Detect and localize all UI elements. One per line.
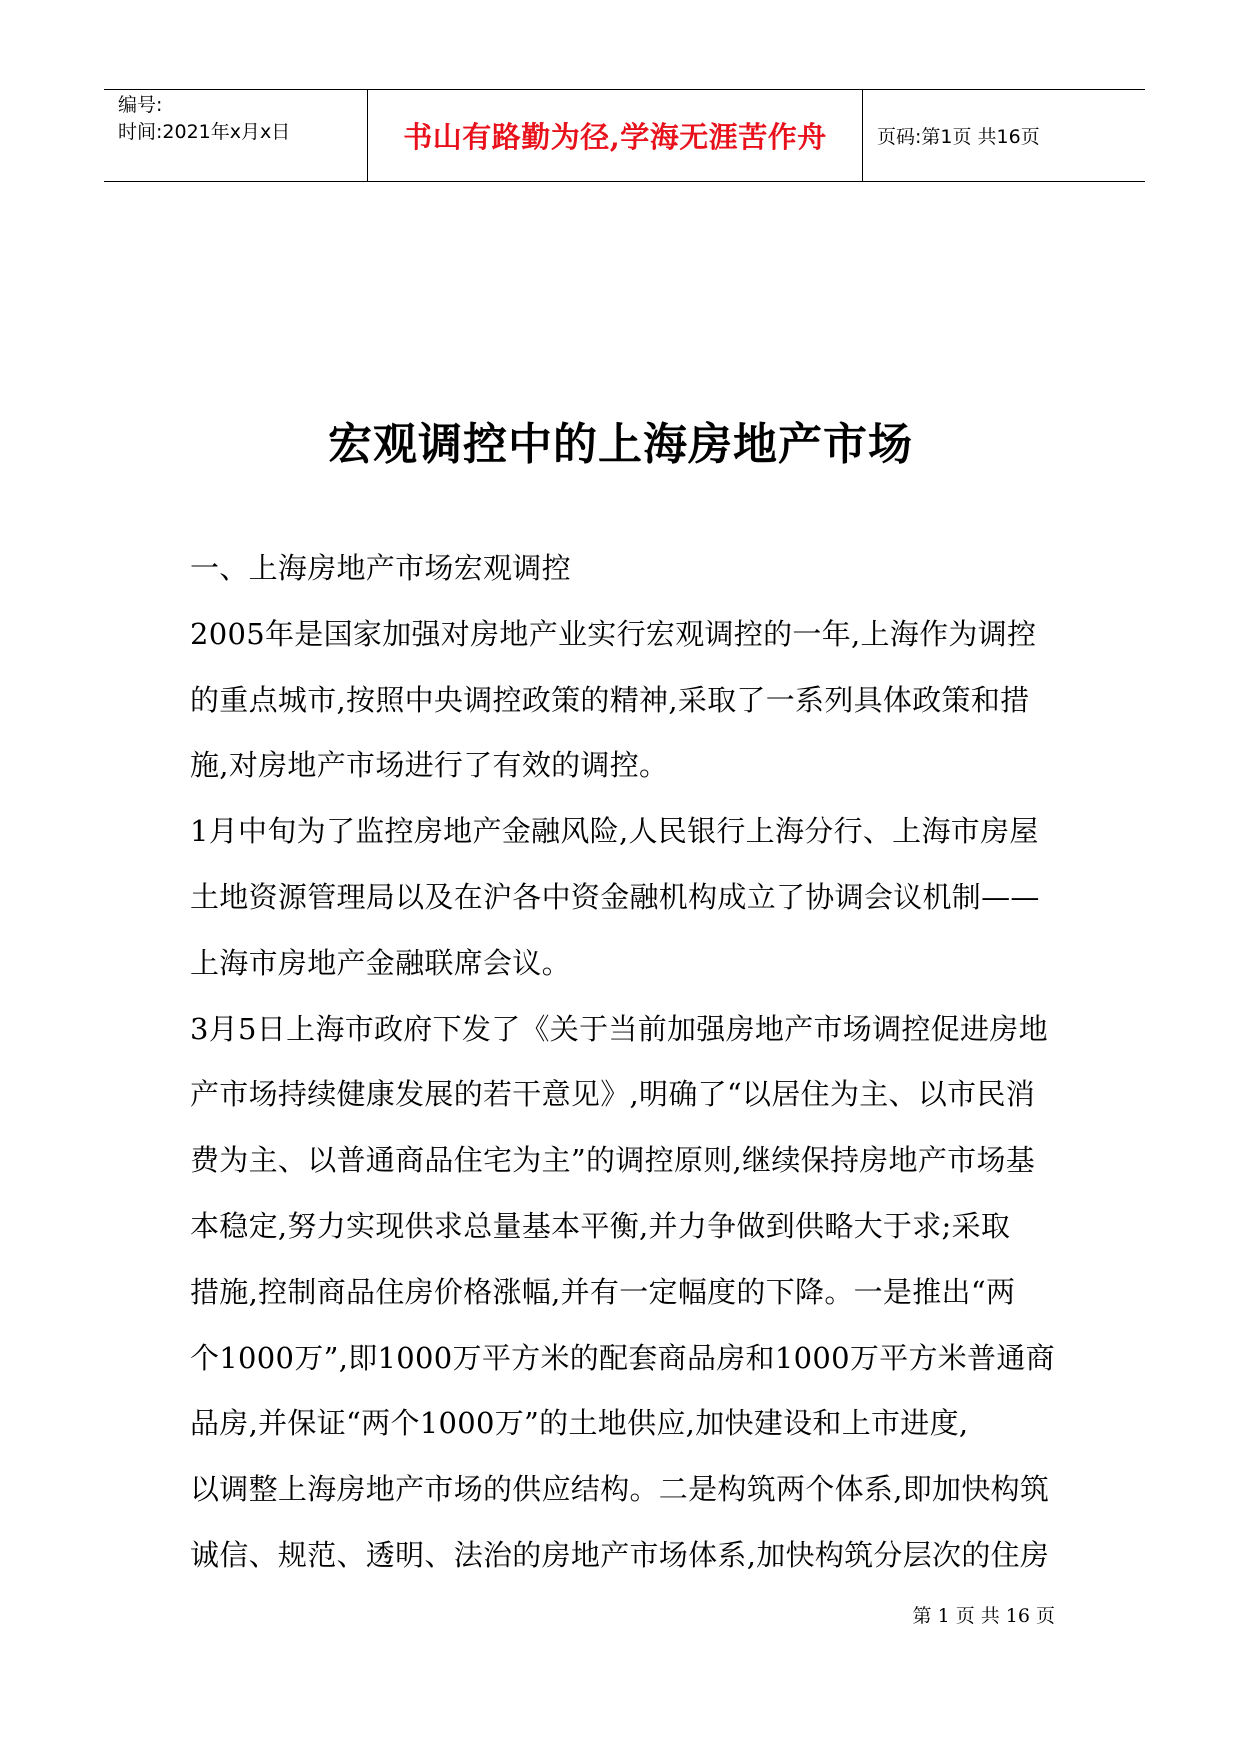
body-line: 以调整上海房地产市场的供应结构。二是构筑两个体系,即加快构筑 — [190, 1472, 1050, 1507]
body-line: 3月5日上海市政府下发了《关于当前加强房地产市场调控促进房地 — [190, 1011, 1048, 1046]
body-line: 上海市房地产金融联席会议。 — [190, 945, 571, 980]
page-footer: 第 1 页 共 16 页 — [912, 1605, 1055, 1627]
header-left-cell — [104, 90, 368, 181]
section-heading: 一、上海房地产市场宏观调控 — [190, 551, 571, 585]
body-line: 费为主、以普通商品住宅为主”的调控原则,继续保持房地产市场基 — [190, 1143, 1036, 1178]
body-line: 本稳定,努力实现供求总量基本平衡,并力争做到供略大于求;采取 — [190, 1208, 1011, 1243]
body-line: 诚信、规范、透明、法治的房地产市场体系,加快构筑分层次的住房 — [190, 1537, 1050, 1572]
body-line: 2005年是国家加强对房地产业实行宏观调控的一年,上海作为调控 — [190, 616, 1037, 651]
body-line: 品房,并保证“两个1000万”的土地供应,加快建设和上市进度, — [190, 1406, 969, 1441]
body-line: 1月中旬为了监控房地产金融风险,人民银行上海分行、上海市房屋 — [190, 814, 1039, 849]
header-page-info: 页码:第1页 共16页 — [877, 126, 1040, 148]
body-line: 土地资源管理局以及在沪各中资金融机构成立了协调会议机制—— — [190, 879, 1040, 914]
document-title: 宏观调控中的上海房地产市场 — [328, 419, 913, 470]
header-right-cell — [863, 90, 1145, 181]
body-line: 的重点城市,按照中央调控政策的精神,采取了一系列具体政策和措 — [190, 682, 1030, 717]
body-line: 施,对房地产市场进行了有效的调控。 — [190, 748, 669, 783]
document-header — [104, 89, 1145, 182]
date-label: 时间:2021年x月x日 — [118, 121, 291, 143]
body-line: 个1000万”,即1000万平方米的配套商品房和1000万平方米普通商 — [190, 1340, 1055, 1375]
serial-number-label: 编号: — [118, 94, 163, 116]
body-line: 措施,控制商品住房价格涨幅,并有一定幅度的下降。一是推出“两 — [190, 1274, 1016, 1309]
header-middle-cell — [368, 90, 863, 181]
body-line: 产市场持续健康发展的若干意见》,明确了“以居住为主、以市民消 — [190, 1077, 1036, 1112]
header-motto: 书山有路勤为径,学海无涯苦作舟 — [403, 120, 827, 154]
document-body — [190, 548, 1058, 1601]
